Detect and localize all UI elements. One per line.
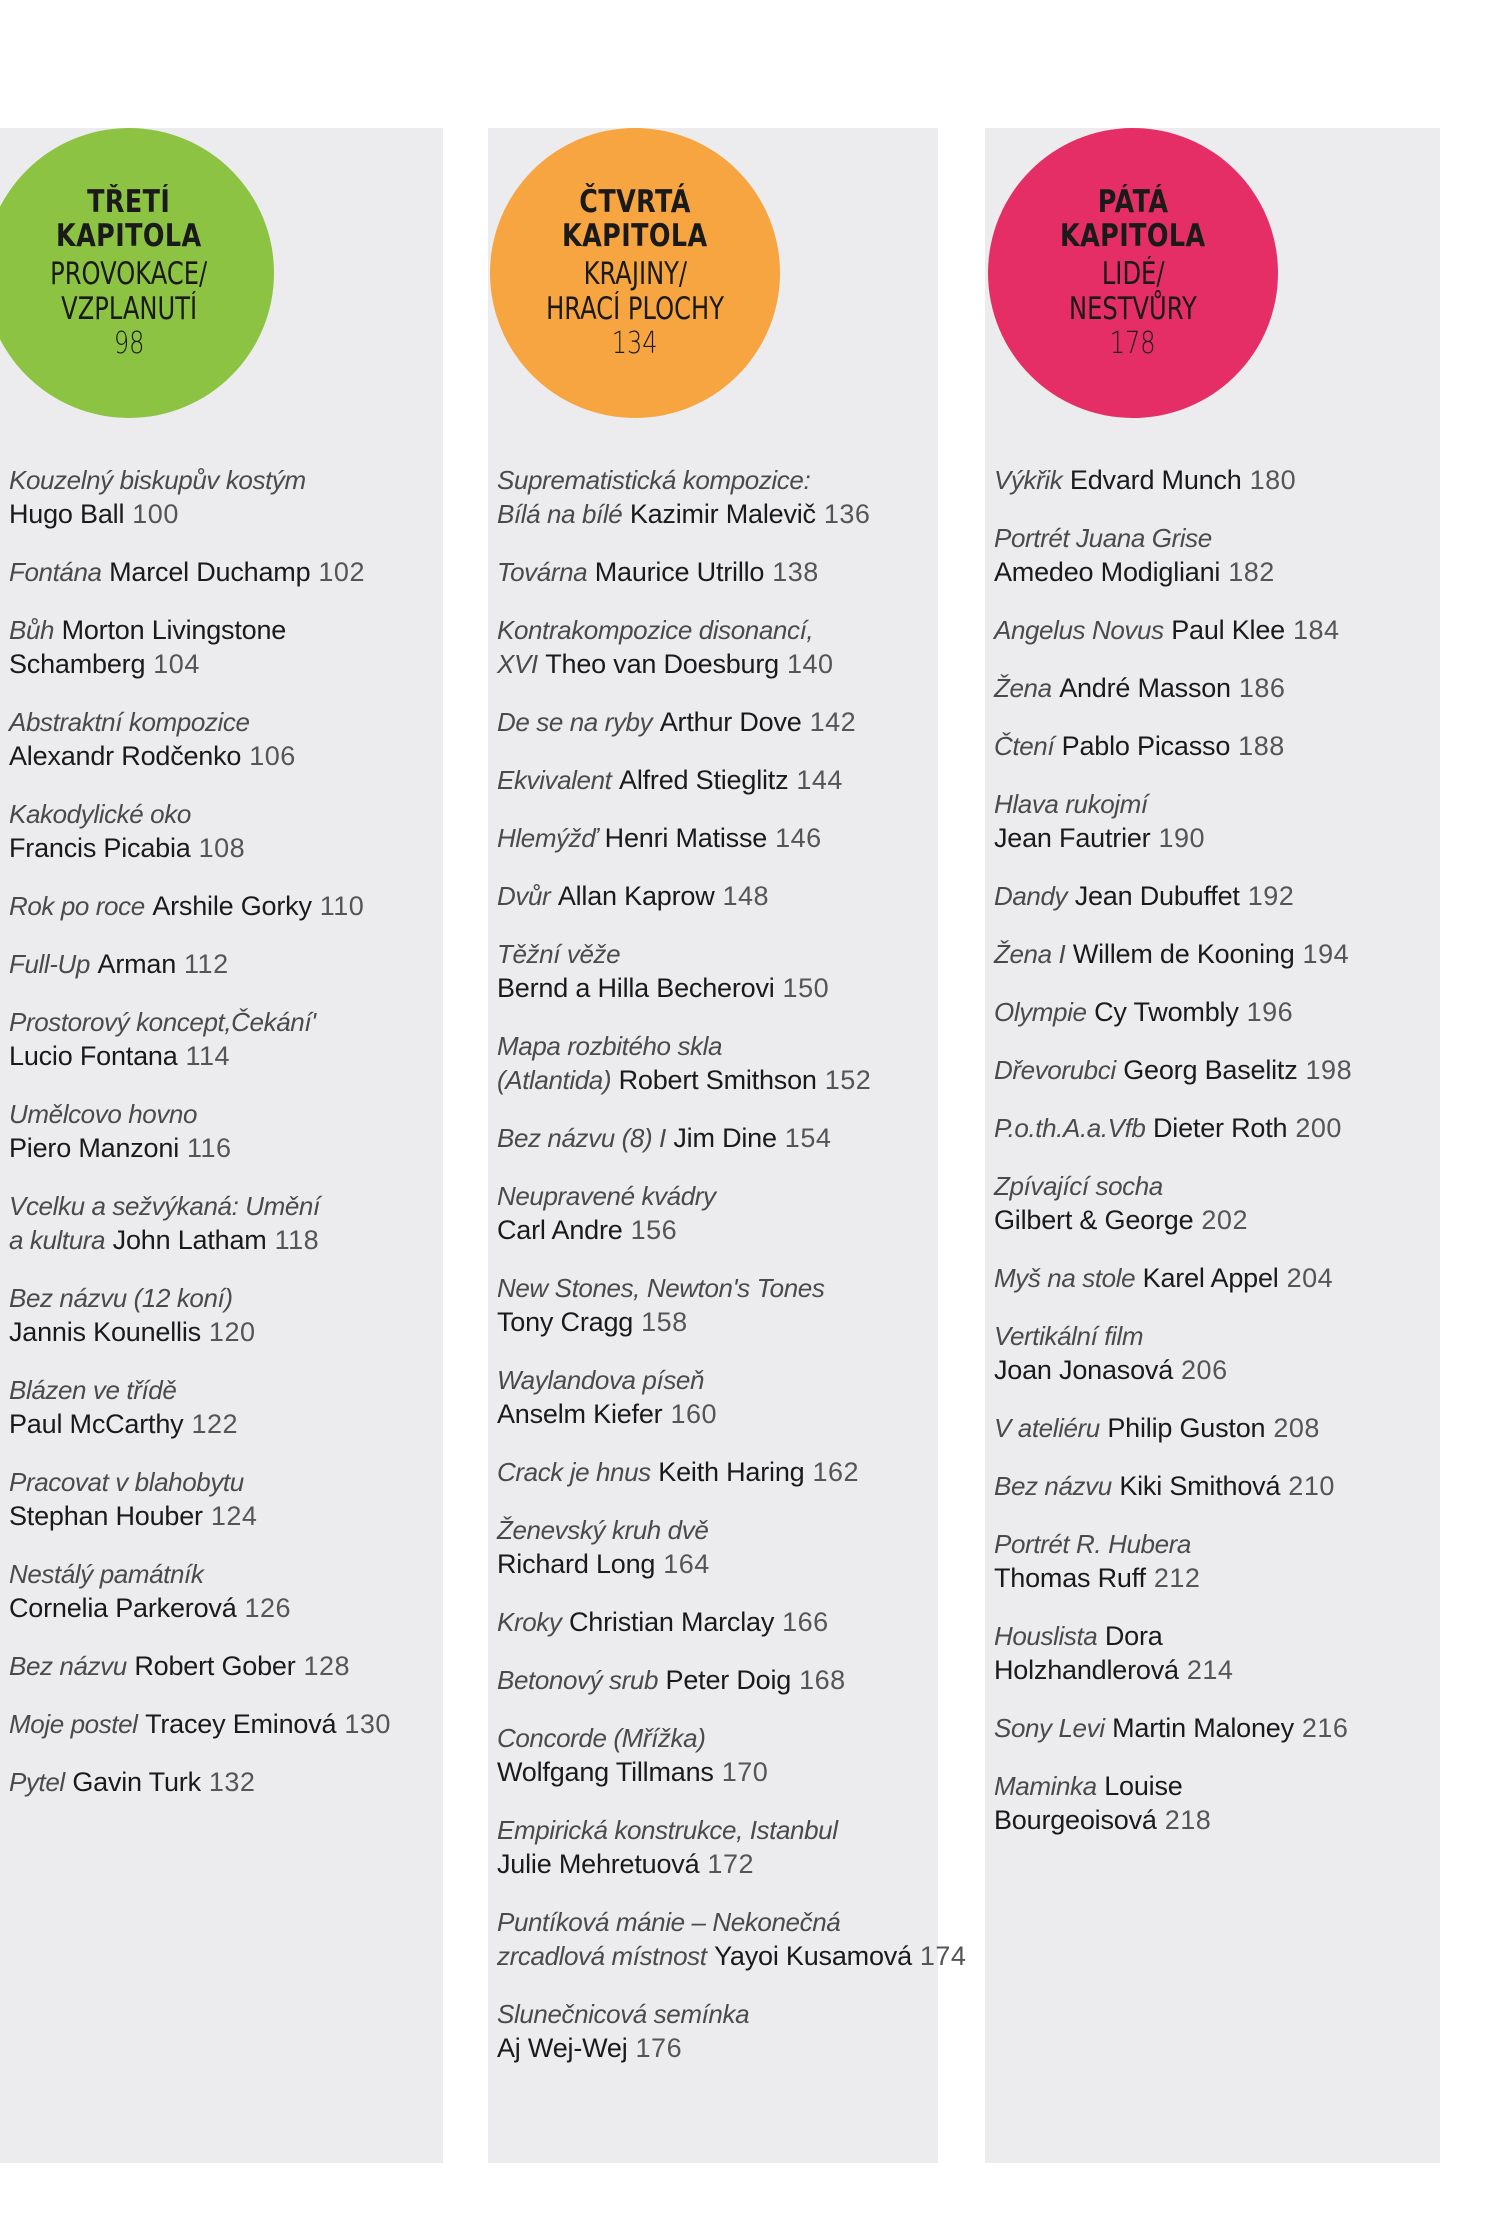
page-number: 206: [1181, 1355, 1228, 1385]
chapter-badge: [0, 128, 274, 418]
page-number: 180: [1249, 465, 1297, 495]
chapter-word: KAPITOLA: [1060, 218, 1206, 254]
artwork-title: Moje postel: [9, 1709, 138, 1739]
chapter-subtitle-1: PROVOKACE/: [50, 256, 208, 292]
page-number: 190: [1158, 823, 1206, 853]
page-number: 176: [635, 2033, 683, 2063]
toc-entry: [9, 797, 443, 865]
artist-name: Louise: [1104, 1771, 1183, 1801]
artwork-title: Hlemýžď: [497, 823, 598, 853]
toc-entry: [9, 705, 443, 773]
artwork-title: Prostorový koncept,Čekání': [9, 1007, 316, 1037]
page-number: 130: [344, 1709, 391, 1739]
page-number: 128: [303, 1651, 351, 1681]
toc-entry: [497, 555, 938, 589]
artwork-title: Bez názvu: [9, 1651, 127, 1681]
toc-entry: [497, 879, 938, 913]
artist-name: Jannis Kounellis: [9, 1317, 201, 1347]
chapter-column-5: [985, 128, 1440, 2163]
artist-name: Tracey Eminová: [145, 1709, 337, 1739]
artist-name: Arthur Dove: [659, 707, 802, 737]
artwork-title: Pracovat v blahobytu: [9, 1467, 244, 1497]
chapter-word: KAPITOLA: [56, 218, 202, 254]
toc-entry: [497, 1455, 938, 1489]
artwork-title: Dvůr: [497, 881, 551, 911]
page-number: 112: [184, 949, 229, 979]
page-number: 182: [1228, 557, 1275, 587]
artist-name: Christian Marclay: [568, 1607, 775, 1637]
artist-name: Karel Appel: [1142, 1263, 1279, 1293]
artist-name: Wolfgang Tillmans: [497, 1757, 714, 1787]
artwork-title: Kroky: [497, 1607, 562, 1637]
toc-entry: [994, 1769, 1440, 1837]
artwork-title: De se na ryby: [497, 707, 653, 737]
artwork-title: Fontána: [9, 557, 102, 587]
page-number: 208: [1273, 1413, 1320, 1443]
toc-entry: [9, 1649, 443, 1683]
artist-name: Dieter Roth: [1153, 1113, 1288, 1143]
artwork-title: Waylandova píseň: [497, 1365, 705, 1395]
page-number: 212: [1153, 1563, 1201, 1593]
artist-name: Georg Baselitz: [1123, 1055, 1298, 1085]
artwork-title: Čtení: [994, 731, 1055, 761]
page-number: 108: [198, 833, 246, 863]
toc-entry: [497, 1813, 938, 1881]
artist-name: Cy Twombly: [1094, 997, 1239, 1027]
artist-name: Schamberg: [9, 649, 146, 679]
artwork-title: Žena I: [994, 939, 1066, 969]
chapter-subtitle-2: HRACÍ PLOCHY: [546, 291, 724, 327]
artwork-title: Hlava rukojmí: [994, 789, 1148, 819]
artist-name: Yayoi Kusamová: [714, 1941, 912, 1971]
artwork-title: Portrét Juana Grise: [994, 523, 1212, 553]
artwork-title: Portrét R. Hubera: [994, 1529, 1191, 1559]
page-number: 150: [782, 973, 830, 1003]
toc-entry: [9, 1097, 443, 1165]
toc-entry: [497, 1179, 938, 1247]
page-number: 158: [641, 1307, 688, 1337]
artist-name: Jean Dubuffet: [1074, 881, 1240, 911]
artwork-title-cont: a kultura: [9, 1225, 106, 1255]
toc-entry: [994, 995, 1440, 1029]
artist-name: Morton Livingstone: [61, 615, 287, 645]
artwork-title: Továrna: [497, 557, 588, 587]
page-number: 154: [784, 1123, 832, 1153]
page-number: 172: [707, 1849, 754, 1879]
toc-entry: [497, 1905, 967, 1973]
artist-name: Gilbert & George: [994, 1205, 1194, 1235]
chapter-subtitle-1: LIDÉ/: [1101, 256, 1165, 292]
toc-entry: [9, 1765, 443, 1799]
artist-name: Edvard Munch: [1069, 465, 1242, 495]
toc-entry: [497, 1029, 938, 1097]
page-number: 102: [318, 557, 365, 587]
page-number: 122: [191, 1409, 239, 1439]
page-number: 174: [919, 1941, 967, 1971]
artist-name: Theo van Doesburg: [545, 649, 779, 679]
page-number: 192: [1247, 881, 1295, 911]
page-number: 170: [721, 1757, 769, 1787]
chapter-subtitle-2: NESTVŮRY: [1069, 291, 1197, 327]
toc-entry: [994, 937, 1440, 971]
page-number: 186: [1238, 673, 1286, 703]
chapter-word: KAPITOLA: [562, 218, 708, 254]
artwork-title: Bez názvu (12 koní): [9, 1283, 233, 1313]
artwork-title: Dřevorubci: [994, 1055, 1116, 1085]
artist-name: Bernd a Hilla Becherovi: [497, 973, 775, 1003]
page-number: 166: [782, 1607, 829, 1637]
artwork-title: Zpívající socha: [994, 1171, 1163, 1201]
page-number: 184: [1292, 615, 1340, 645]
toc-entry: [497, 613, 938, 681]
page-number: 148: [722, 881, 770, 911]
artist-name: Paul Klee: [1171, 615, 1285, 645]
artwork-title: Umělcovo hovno: [9, 1099, 198, 1129]
artwork-title: Neupravené kvádry: [497, 1181, 716, 1211]
toc-entry: [9, 947, 443, 981]
artist-name: Joan Jonasová: [994, 1355, 1174, 1385]
artist-name: Carl Andre: [497, 1215, 623, 1245]
chapter-badge: [490, 128, 780, 418]
page-number: 188: [1238, 731, 1285, 761]
artist-name: Keith Haring: [658, 1457, 805, 1487]
artwork-title: Slunečnicová semínka: [497, 1999, 750, 2029]
page-number: 142: [809, 707, 857, 737]
page-number: 114: [185, 1041, 231, 1071]
artwork-title: Bez názvu (8) I: [497, 1123, 666, 1153]
artwork-title: V ateliéru: [994, 1413, 1100, 1443]
artwork-title: P.o.th.A.a.Vfb: [994, 1113, 1146, 1143]
chapter-subtitle-2: VZPLANUTÍ: [61, 291, 197, 327]
artist-name: Paul McCarthy: [9, 1409, 184, 1439]
artwork-title-cont: Bílá na bílé: [497, 499, 623, 529]
chapter-subtitle-1: KRAJINY/: [583, 256, 687, 292]
toc-entry: [994, 729, 1440, 763]
page-number: 162: [812, 1457, 860, 1487]
artwork-title: Abstraktní kompozice: [9, 707, 250, 737]
artist-name: André Masson: [1059, 673, 1231, 703]
chapter-ordinal: TŘETÍ: [87, 184, 171, 220]
page-number: 118: [274, 1225, 320, 1255]
artist-name: Anselm Kiefer: [497, 1399, 663, 1429]
artist-name: John Latham: [112, 1225, 267, 1255]
toc-entry: [994, 613, 1440, 647]
artwork-title: Myš na stole: [994, 1263, 1136, 1293]
toc-entry: [497, 1121, 938, 1155]
artist-name: Henri Matisse: [604, 823, 768, 853]
toc-entry: [994, 671, 1440, 705]
toc-entry: [497, 937, 938, 1005]
artist-name: Piero Manzoni: [9, 1133, 179, 1163]
artwork-title: Rok po roce: [9, 891, 145, 921]
chapter-ordinal: ČTVRTÁ: [579, 184, 691, 220]
artwork-title: Výkřik: [994, 465, 1063, 495]
toc-entry: [497, 1997, 938, 2065]
artwork-title-cont: (Atlantida): [497, 1065, 612, 1095]
artist-name: Richard Long: [497, 1549, 656, 1579]
toc-entry: [994, 1411, 1440, 1445]
artist-name: Marcel Duchamp: [109, 557, 311, 587]
page-number: 100: [132, 499, 179, 529]
artist-name: Jean Fautrier: [994, 823, 1151, 853]
artwork-title: Houslista: [994, 1621, 1098, 1651]
page-number: 194: [1302, 939, 1350, 969]
artwork-title: Kakodylické oko: [9, 799, 191, 829]
page-number: 104: [153, 649, 200, 679]
page-number: 198: [1305, 1055, 1353, 1085]
page-number: 218: [1164, 1805, 1212, 1835]
toc-entry: [497, 463, 938, 531]
chapter-column-3: [0, 128, 443, 2163]
page-number: 210: [1288, 1471, 1335, 1501]
toc-entry: [9, 463, 443, 531]
chapter-ordinal: PÁTÁ: [1097, 184, 1169, 220]
toc-entry: [994, 879, 1440, 913]
page-number: 140: [786, 649, 834, 679]
artwork-title: Ženevský kruh dvě: [497, 1515, 709, 1545]
page-number: 126: [244, 1593, 292, 1623]
artist-name: Philip Guston: [1107, 1413, 1266, 1443]
chapter-badge: [988, 128, 1278, 418]
artwork-title: New Stones, Newton's Tones: [497, 1273, 825, 1303]
artwork-title: Žena: [994, 673, 1052, 703]
page-number: 216: [1301, 1713, 1349, 1743]
artwork-title: Bůh: [9, 615, 55, 645]
artwork-title: Maminka: [994, 1771, 1097, 1801]
artist-name: Tony Cragg: [497, 1307, 634, 1337]
entry-list: [9, 463, 443, 1823]
toc-entry: [994, 1053, 1440, 1087]
artist-name: Kiki Smithová: [1119, 1471, 1281, 1501]
toc-entry: [994, 1527, 1440, 1595]
page-number: 200: [1295, 1113, 1342, 1143]
artist-name: Amedeo Modigliani: [994, 557, 1221, 587]
toc-entry: [9, 1005, 443, 1073]
page-number: 146: [775, 823, 822, 853]
toc-entry: [994, 1111, 1440, 1145]
toc-entry: [994, 1319, 1440, 1387]
artist-name: Jim Dine: [673, 1123, 777, 1153]
toc-entry: [497, 1605, 938, 1639]
toc-entry: [994, 1169, 1440, 1237]
artwork-title: Vertikální film: [994, 1321, 1144, 1351]
toc-entry: [9, 1465, 443, 1533]
chapter-page: 134: [612, 326, 658, 361]
artwork-title: Ekvivalent: [497, 765, 612, 795]
artwork-title: Těžní věže: [497, 939, 621, 969]
artist-name: Dora: [1104, 1621, 1163, 1651]
toc-entry: [9, 1189, 443, 1257]
page-number: 160: [670, 1399, 718, 1429]
artist-name: Lucio Fontana: [9, 1041, 178, 1071]
page-number: 164: [663, 1549, 710, 1579]
artist-name: Martin Maloney: [1112, 1713, 1294, 1743]
artist-name: Stephan Houber: [9, 1501, 203, 1531]
artwork-title: Vcelku a sežvýkaná: Umění: [9, 1191, 320, 1221]
toc-entry: [497, 1271, 938, 1339]
artwork-title: Bez názvu: [994, 1471, 1112, 1501]
entry-list: [994, 463, 1440, 1861]
artist-name: Gavin Turk: [72, 1767, 201, 1797]
artist-name: Allan Kaprow: [557, 881, 715, 911]
artwork-title: Nestálý památník: [9, 1559, 204, 1589]
page-number: 110: [319, 891, 365, 921]
artwork-title: Pytel: [9, 1767, 65, 1797]
page-number: 144: [796, 765, 843, 795]
artwork-title: Empirická konstrukce, Istanbul: [497, 1815, 838, 1845]
page-number: 152: [824, 1065, 872, 1095]
artist-name: Julie Mehretuová: [497, 1849, 700, 1879]
toc-entry: [497, 821, 938, 855]
artwork-title: Kouzelný biskupův kostým: [9, 465, 306, 495]
artist-name: Kazimir Malevič: [629, 499, 816, 529]
page-number: 204: [1286, 1263, 1334, 1293]
artist-name: Hugo Ball: [9, 499, 125, 529]
artwork-title: Kontrakompozice disonancí,: [497, 615, 814, 645]
toc-entry: [9, 1557, 443, 1625]
artwork-title: Angelus Novus: [994, 615, 1164, 645]
toc-entry: [994, 1469, 1440, 1503]
page-number: 202: [1201, 1205, 1248, 1235]
toc-entry: [497, 1663, 938, 1697]
page-number: 106: [249, 741, 296, 771]
artist-name: Alfred Stieglitz: [619, 765, 789, 795]
artwork-title: Blázen ve třídě: [9, 1375, 177, 1405]
toc-entry: [9, 1373, 443, 1441]
artwork-title-cont: zrcadlová místnost: [497, 1941, 707, 1971]
page-number: 136: [823, 499, 871, 529]
page-number: 124: [210, 1501, 258, 1531]
toc-entry: [9, 613, 443, 681]
toc-entry: [9, 889, 443, 923]
artist-name: Bourgeoisová: [994, 1805, 1157, 1835]
artwork-title: Sony Levi: [994, 1713, 1105, 1743]
page-number: 116: [187, 1133, 232, 1163]
artist-name: Cornelia Parkerová: [9, 1593, 237, 1623]
page-number: 196: [1246, 997, 1294, 1027]
artist-name: Peter Doig: [665, 1665, 792, 1695]
artwork-title: Mapa rozbitého skla: [497, 1031, 723, 1061]
artwork-title: Puntíková mánie – Nekonečná: [497, 1907, 841, 1937]
artist-name: Aj Wej-Wej: [497, 2033, 628, 2063]
artist-name: Francis Picabia: [9, 833, 191, 863]
toc-entry: [497, 1513, 938, 1581]
artwork-title: Concorde (Mřížka): [497, 1723, 706, 1753]
artist-name: Pablo Picasso: [1061, 731, 1231, 761]
artist-name: Thomas Ruff: [994, 1563, 1146, 1593]
artist-name: Arman: [97, 949, 177, 979]
artwork-title: Betonový srub: [497, 1665, 659, 1695]
artist-name: Maurice Utrillo: [594, 557, 765, 587]
artwork-title-cont: XVI: [497, 649, 538, 679]
toc-entry: [994, 787, 1440, 855]
toc-entry: [994, 1711, 1440, 1745]
entry-list: [497, 463, 967, 2089]
artist-name: Robert Gober: [134, 1651, 296, 1681]
artist-name: Holzhandlerová: [994, 1655, 1179, 1685]
page-number: 156: [630, 1215, 678, 1245]
toc-entry: [994, 1261, 1440, 1295]
page-number: 120: [208, 1317, 256, 1347]
toc-entry: [497, 1721, 938, 1789]
toc-entry: [994, 521, 1440, 589]
page-number: 132: [208, 1767, 256, 1797]
toc-entry: [994, 463, 1440, 497]
toc-entry: [9, 1281, 443, 1349]
artist-name: Robert Smithson: [618, 1065, 817, 1095]
toc-entry: [497, 1363, 938, 1431]
artwork-title: Crack je hnus: [497, 1457, 651, 1487]
artwork-title: Suprematistická kompozice:: [497, 465, 811, 495]
toc-entry: [497, 705, 938, 739]
page-number: 214: [1186, 1655, 1234, 1685]
chapter-page: 178: [1110, 326, 1156, 361]
page-number: 138: [772, 557, 819, 587]
toc-entry: [9, 555, 443, 589]
artwork-title: Full-Up: [9, 949, 90, 979]
toc-entry: [994, 1619, 1440, 1687]
page-number: 168: [799, 1665, 846, 1695]
chapter-column-4: [488, 128, 967, 2163]
artist-name: Alexandr Rodčenko: [9, 741, 242, 771]
toc-entry: [9, 1707, 443, 1741]
artist-name: Arshile Gorky: [152, 891, 312, 921]
artist-name: Willem de Kooning: [1072, 939, 1295, 969]
chapter-page: 98: [113, 326, 145, 361]
artwork-title: Dandy: [994, 881, 1068, 911]
toc-entry: [497, 763, 938, 797]
artwork-title: Olympie: [994, 997, 1087, 1027]
